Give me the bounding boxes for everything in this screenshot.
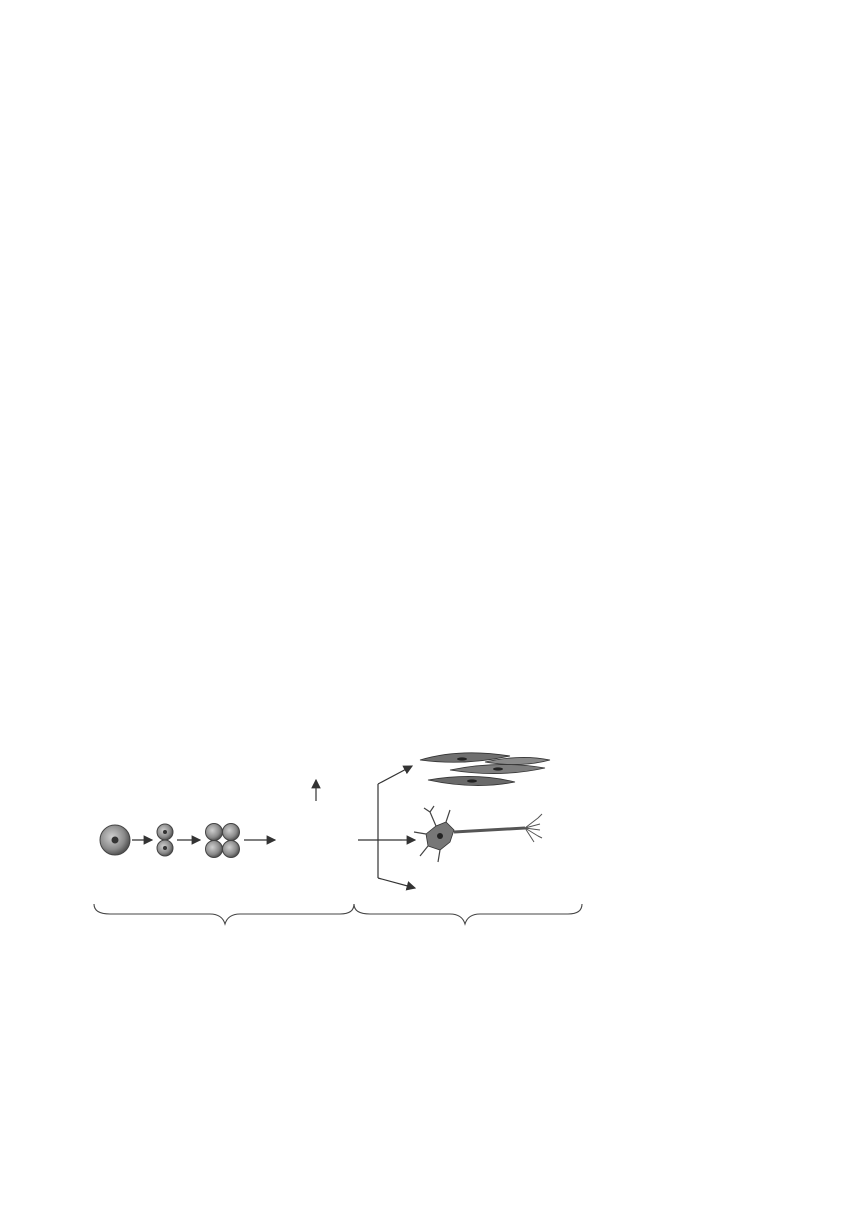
arrow-to-a (378, 766, 412, 784)
four-cell-stage-c (206, 824, 240, 858)
nerve-cell-b (414, 806, 542, 862)
two-cell-stage-b (157, 824, 173, 856)
cell-division-figure (90, 738, 590, 948)
brace-process-2 (354, 904, 582, 924)
brace-process-1 (94, 904, 354, 924)
muscle-tissue-a (420, 753, 550, 786)
zygote-cell-a (100, 825, 130, 855)
arrow-to-c (378, 878, 415, 888)
